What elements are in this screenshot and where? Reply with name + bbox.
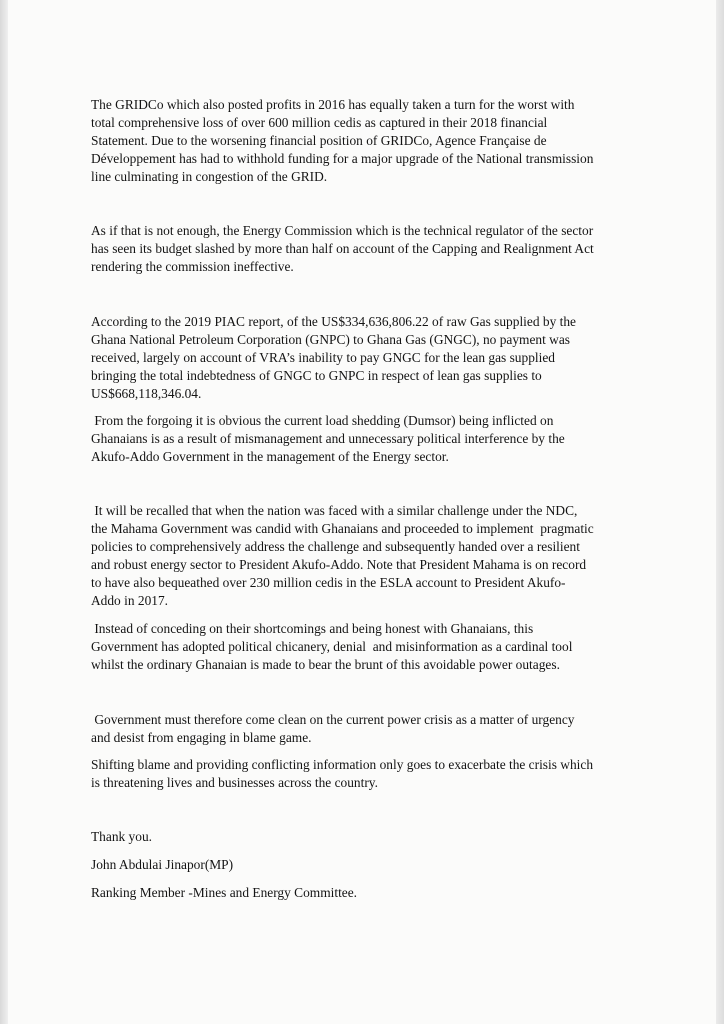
paragraph-line: received, largely on account of VRA’s inability to pay GNGC for the lean gas supplied <box>91 350 555 366</box>
paragraph-line: has seen its budget slashed by more than half on account of the Capping and Realignment Act <box>91 241 594 257</box>
paragraph-line: Akufo-Addo Government in the management of the Energy sector. <box>91 449 449 465</box>
paragraph-line: bringing the total indebtedness of GNGC to GNPC in respect of lean gas supplies to <box>91 368 542 384</box>
paragraph-line: whilst the ordinary Ghanaian is made to bear the brunt of this avoidable power outages. <box>91 657 560 673</box>
gridco-paragraph <box>91 96 641 186</box>
paragraph-line: The GRIDCo which also posted profits in 2016 has equally taken a turn for the worst with <box>91 97 575 112</box>
paragraph-line: Ghanaians is as a result of mismanagement and unnecessary political interference by the <box>91 431 565 447</box>
closing-text: Thank you. <box>91 829 152 844</box>
piac-report-paragraph <box>91 313 641 403</box>
shifting-blame-paragraph <box>91 756 641 792</box>
paragraph-line: According to the 2019 PIAC report, of the US$334,636,806.22 of raw Gas supplied by the <box>91 314 576 329</box>
signatory-text: John Abdulai Jinapor(MP) <box>91 857 234 872</box>
paragraph-line: to have also bequeathed over 230 million cedis in the ESLA account to President Akufo- <box>91 575 566 591</box>
closing-line <box>91 828 641 846</box>
energy-commission-paragraph <box>91 222 641 276</box>
ndc-paragraph <box>91 502 641 611</box>
paragraph-line: Shifting blame and providing conflicting information only goes to exacerbate the crisis which <box>91 757 594 772</box>
paragraph-line: and desist from engaging in blame game. <box>91 730 312 746</box>
paragraph-line: Statement. Due to the worsening financial position of GRIDCo, Agence Française de <box>91 133 547 149</box>
paragraph-line: is threatening lives and businesses across the country. <box>91 775 378 791</box>
role-text: Ranking Member -Mines and Energy Committee. <box>91 885 358 900</box>
paragraph-line: policies to comprehensively address the challenge and subsequently handed over a resilient <box>91 539 580 555</box>
paragraph-line: Ghana National Petroleum Corporation (GNPC) to Ghana Gas (GNGC), no payment was <box>91 332 570 348</box>
signatory-name <box>91 856 641 874</box>
paragraph-line: total comprehensive loss of over 600 million cedis as captured in their 2018 financial <box>91 115 548 131</box>
paragraph-line: Addo in 2017. <box>91 593 168 609</box>
chicanery-paragraph <box>91 620 641 674</box>
paragraph-line: and robust energy sector to President Akufo-Addo. Note that President Mahama is on record <box>91 557 587 573</box>
paragraph-line: Développement has had to withhold funding for a major upgrade of the National transmission <box>91 151 594 167</box>
paragraph-line: line culminating in congestion of the GRID. <box>91 169 328 185</box>
dumsor-paragraph <box>91 412 641 466</box>
paragraph-line: As if that is not enough, the Energy Commission which is the technical regulator of the sector <box>91 223 594 238</box>
paragraph-line: Government must therefore come clean on the current power crisis as a matter of urgency <box>91 712 575 727</box>
paragraph-line: From the forgoing it is obvious the current load shedding (Dumsor) being inflicted on <box>91 413 554 428</box>
paragraph-line: Instead of conceding on their shortcomings and being honest with Ghanaians, this <box>91 621 534 636</box>
paragraph-line: rendering the commission ineffective. <box>91 259 294 275</box>
urgency-paragraph <box>91 711 641 747</box>
signatory-role <box>91 884 641 902</box>
paragraph-line: US$668,118,346.04. <box>91 386 202 402</box>
paragraph-line: Government has adopted political chicanery, denial and misinformation as a cardinal tool <box>91 639 573 655</box>
paragraph-line: It will be recalled that when the nation was faced with a similar challenge under the NDC, <box>91 503 578 518</box>
paragraph-line: the Mahama Government was candid with Ghanaians and proceeded to implement pragmatic <box>91 521 594 537</box>
